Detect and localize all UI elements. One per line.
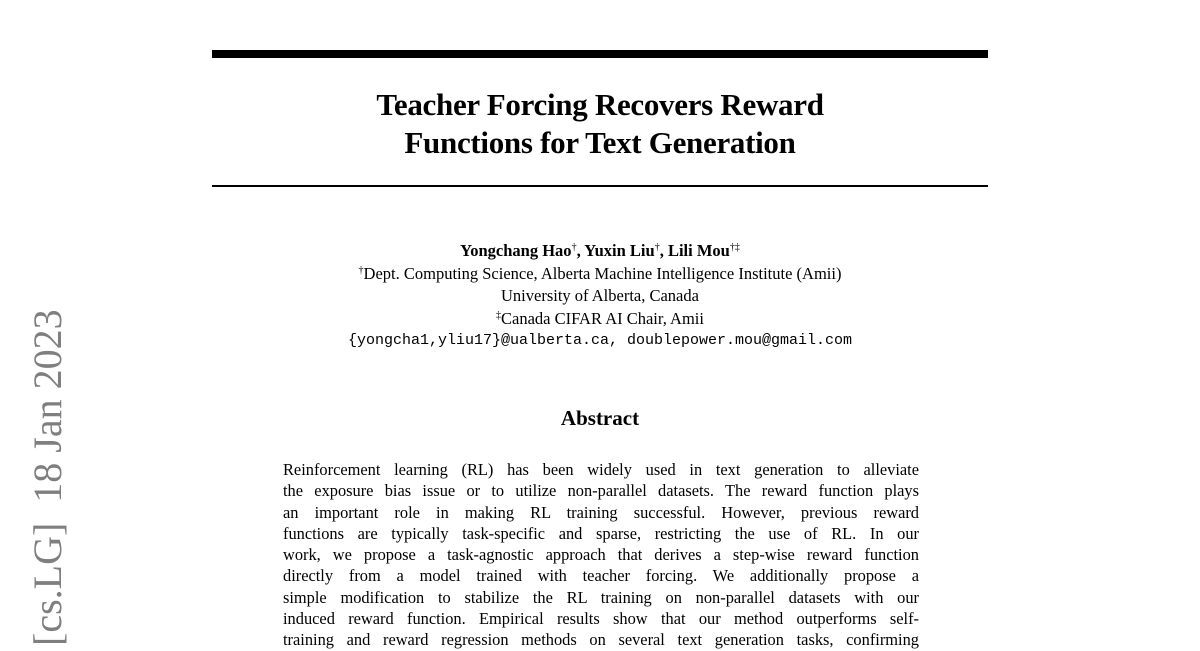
author-name: Lili Mou bbox=[667, 241, 730, 260]
title-line-1: Teacher Forcing Recovers Reward bbox=[376, 87, 824, 122]
abstract-line: the exposure bias issue or to utilize non-parallel datasets. The reward function plays bbox=[283, 481, 919, 501]
arxiv-stamp: [cs.LG] 18 Jan 2023 bbox=[25, 309, 70, 646]
affiliation-2 bbox=[212, 308, 988, 331]
affiliation-mark: ‡ bbox=[496, 309, 501, 321]
abstract-line: simple modification to stabilize the RL training on non-parallel datasets with our bbox=[283, 587, 919, 607]
title-rule-bottom bbox=[212, 185, 988, 187]
affiliation-1-line-2: University of Alberta, Canada bbox=[501, 286, 699, 305]
abstract-body bbox=[283, 459, 919, 651]
abstract-line: functions are typically task-specific and sparse, restricting the use of RL. In our bbox=[283, 523, 919, 543]
abstract-heading: Abstract bbox=[560, 406, 640, 430]
author-name: Yuxin Liu bbox=[584, 241, 655, 260]
author-list: Yongchang Hao†, Yuxin Liu†, Lili Mou†‡ bbox=[460, 241, 740, 260]
author-mark: † bbox=[571, 242, 577, 253]
affiliation-text: Dept. Computing Science, Alberta Machine Intelligence Institute (Amii) bbox=[363, 263, 842, 283]
abstract-line: training and reward regression methods on several text generation tasks, confirming bbox=[283, 630, 919, 650]
affiliation-mark: † bbox=[358, 264, 364, 276]
abstract-line: work, we propose a task-agnostic approach that derives a step-wise reward function bbox=[283, 545, 919, 565]
title-line-2: Functions for Text Generation bbox=[404, 125, 796, 160]
author-emails: {yongcha1,yliu17}@ualberta.ca, doublepower.mou@gmail.com bbox=[347, 332, 853, 349]
author-mark: † bbox=[654, 242, 660, 253]
title-rule-top bbox=[212, 50, 988, 58]
paper-title bbox=[212, 86, 988, 162]
author-name: Yongchang Hao bbox=[460, 241, 572, 260]
abstract-line: directly from a model trained with teacher forcing. We additionally propose a bbox=[283, 566, 919, 586]
abstract-line: an important role in making RL training successful. However, previous reward bbox=[283, 502, 919, 522]
author-mark: †‡ bbox=[729, 242, 740, 253]
author-block bbox=[212, 240, 988, 353]
affiliation-1 bbox=[212, 263, 988, 286]
abstract-line: Reinforcement learning (RL) has been widely used in text generation to alleviate bbox=[283, 460, 919, 479]
abstract-line: induced reward function. Empirical results show that our method outperforms self- bbox=[283, 609, 919, 629]
affiliation-text: Canada CIFAR AI Chair, Amii bbox=[501, 308, 704, 328]
